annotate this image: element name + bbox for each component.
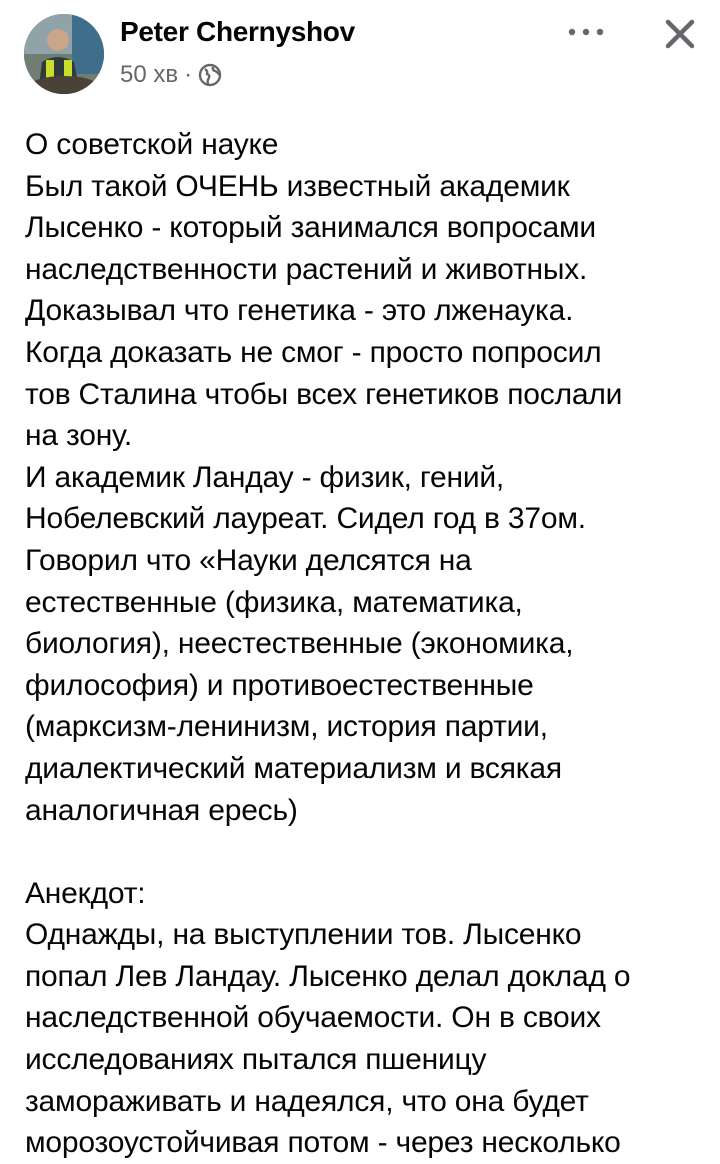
- post-text-line: И академик Ландау - физик, гений,: [25, 460, 505, 494]
- post-text-line: наследственной обучаемости. Он в своих: [25, 1001, 601, 1035]
- post-text-line: аналогичная ересь): [25, 793, 298, 827]
- post-text-line: тов Сталина чтобы всех генетиков послали: [25, 377, 623, 411]
- post-text-line: (марксизм-ленинизм, история партии,: [25, 710, 548, 744]
- paragraph-break: [25, 831, 705, 873]
- more-options-button[interactable]: [562, 14, 610, 50]
- post-text-line: Говорил что «Науки делсятся на: [25, 543, 472, 577]
- more-dots-icon: [566, 27, 606, 37]
- post-text-line: Был такой ОЧЕНЬ известный академик: [25, 169, 570, 203]
- post-text: [25, 124, 705, 1164]
- post-text-line: морозоустойчивая потом - через несколько: [25, 1126, 621, 1160]
- post-text-line: попал Лев Ландау. Лысенко делал доклад о: [25, 959, 631, 993]
- post-text-line: Однажды, на выступлении тов. Лысенко: [25, 918, 582, 952]
- post-header: [0, 0, 720, 110]
- post-meta: [120, 60, 222, 90]
- avatar[interactable]: [24, 14, 104, 94]
- post-text-line: Когда доказать не смог - просто попросил: [25, 335, 602, 369]
- post-time[interactable]: 50 хв: [120, 61, 179, 88]
- post-text-line: Нобелевский лауреат. Сидел год в 37ом.: [25, 502, 586, 536]
- post-text-line: на зону.: [25, 419, 132, 453]
- meta-separator: ·: [184, 61, 193, 88]
- post-text-line: О советской науке: [25, 128, 279, 161]
- close-icon: [663, 17, 697, 51]
- post-text-line: естественные (физика, математика,: [25, 585, 523, 619]
- post-text-line: замораживать и надеялся, что она будет: [25, 1084, 589, 1118]
- close-button[interactable]: [656, 10, 704, 58]
- post-text-line: Лысенко - который занимался вопросами: [25, 211, 596, 245]
- post-text-line: Анекдот:: [25, 876, 146, 910]
- post-text-line: наследственности растений и животных.: [25, 252, 588, 286]
- post-text-line: биология), неестественные (экономика,: [25, 627, 574, 661]
- post-text-line: Доказывал что генетика - это лженаука.: [25, 294, 574, 328]
- author-name[interactable]: Peter Chernyshov: [120, 16, 355, 47]
- globe-icon: [198, 63, 222, 87]
- post-text-line: философия) и противоестественные: [25, 668, 534, 702]
- post-text-line: диалектический материализм и всякая: [25, 751, 562, 785]
- post-text-line: исследованиях пытался пшеницу: [25, 1043, 487, 1077]
